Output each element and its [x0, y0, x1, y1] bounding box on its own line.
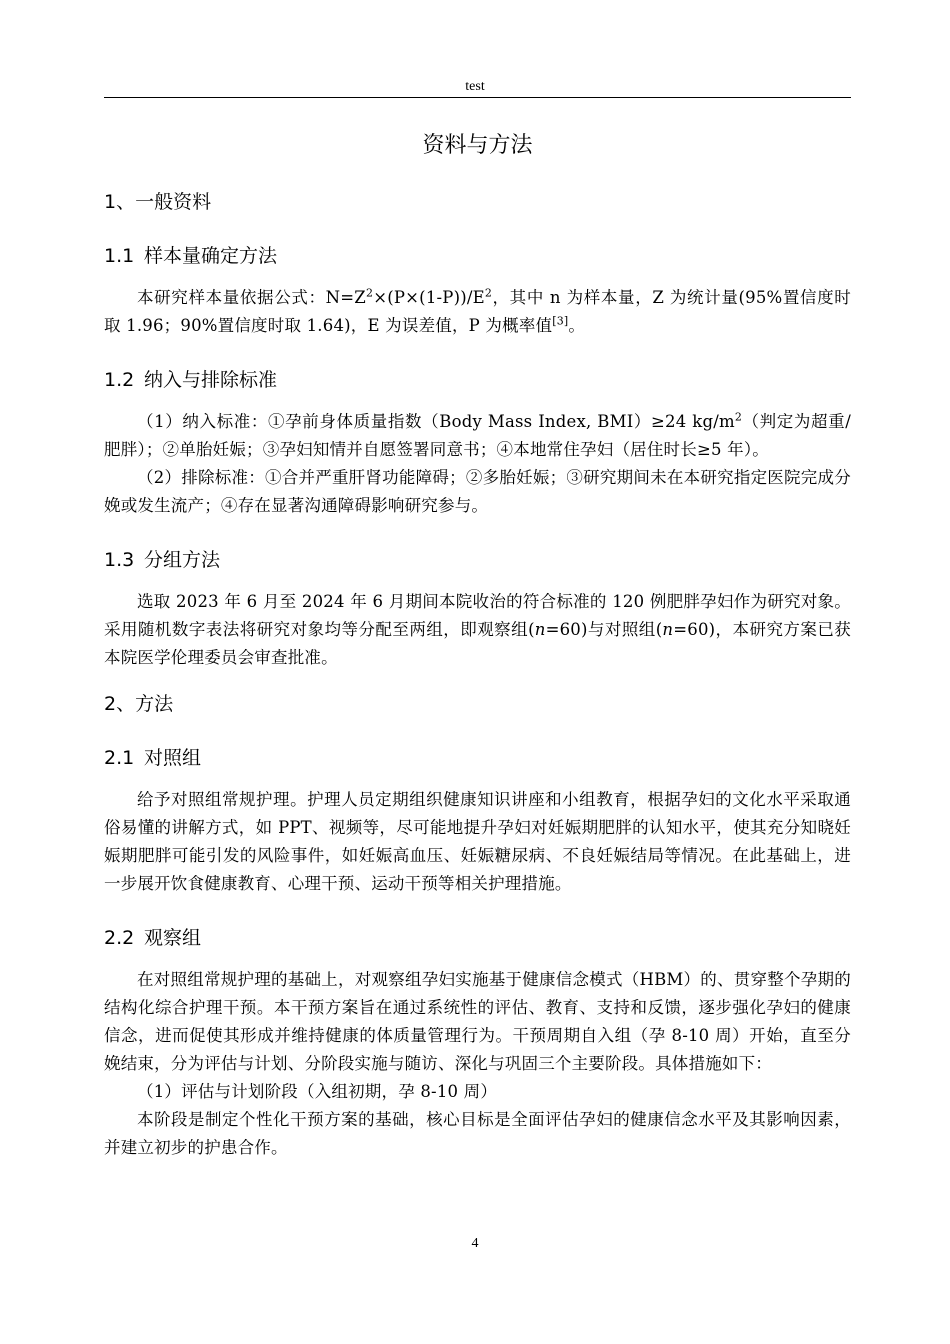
paragraph-exclusion: （2）排除标准：①合并严重肝肾功能障碍；②多胎妊娠；③研究期间未在本研究指定医院完成分娩或发生流产；④存在显著沟通障碍影响研究参与。	[104, 468, 851, 515]
paragraph-observation-group: 在对照组常规护理的基础上，对观察组孕妇实施基于健康信念模式（HBM）的、贯穿整个孕期的结构化综合护理干预。本干预方案旨在通过系统性的评估、教育、支持和反馈，逐步强化孕妇的健康信念，进而促使其形成并维持健康的体质量管理行为。干预周期自入组（孕 8-10 周）开始，直至分娩结束，分为评估与计划、分阶段实施与随访、深化与巩固三个主要阶段。具体措施如下：	[104, 970, 851, 1073]
text-run: =60)与对照组(	[545, 620, 663, 639]
heading-text: 纳入与排除标准	[144, 369, 278, 391]
text-run: ×(P×(1-P))/E	[373, 288, 485, 307]
text-run: 本研究样本量依据公式：N=Z	[137, 288, 366, 307]
heading-grouping	[104, 546, 851, 574]
text-run: （判定为超重/肥胖）；②单胎妊娠；③孕妇知情并自愿签署同意书；④本地常住孕妇（居住时长≥5 年）。	[104, 412, 851, 459]
citation-ref: [3]	[552, 314, 569, 328]
heading-text: 观察组	[144, 927, 202, 949]
paragraph-inclusion	[104, 408, 851, 464]
paragraph-assessment-phase-title: （1）评估与计划阶段（入组初期，孕 8-10 周）	[137, 1082, 498, 1101]
superscript: 2	[365, 286, 374, 300]
paragraph-sample-size	[104, 284, 851, 340]
heading-text: 分组方法	[144, 549, 221, 571]
heading-text: 对照组	[144, 747, 202, 769]
text-run: （1）纳入标准：①孕前身体质量指数（Body Mass Index, BMI）≥24 kg/m	[137, 412, 735, 431]
heading-text: 样本量确定方法	[144, 245, 278, 267]
text-run: =60)，本研究方案已获本院医学伦理委员会审查批准。	[104, 620, 852, 667]
page-number: 4	[471, 1236, 479, 1251]
paragraph-grouping	[104, 588, 851, 672]
heading-general-info: 1、一般资料	[104, 191, 212, 213]
heading-number: 1.3	[104, 549, 135, 571]
paragraph-control-group: 给予对照组常规护理。护理人员定期组织健康知识讲座和小组教育，根据孕妇的文化水平采取通俗易懂的讲解方式，如 PPT、视频等，尽可能地提升孕妇对妊娠期肥胖的认知水平，使其充分知晓妊娠期肥胖可能引发的风险事件，如妊娠高血压、妊娠糖尿病、不良妊娠结局等情况。在此基础上，进一步展开饮食健康教育、心理干预、运动干预等相关护理措施。	[104, 790, 851, 893]
paragraph-assessment-phase: 本阶段是制定个性化干预方案的基础，核心目标是全面评估孕妇的健康信念水平及其影响因素，并建立初步的护患合作。	[104, 1110, 851, 1157]
heading-number: 2.2	[104, 927, 135, 949]
superscript: 2	[734, 410, 743, 424]
heading-sample-size	[104, 242, 851, 270]
italic-n: n	[534, 620, 546, 639]
superscript: 2	[484, 286, 493, 300]
italic-n: n	[662, 620, 674, 639]
heading-number: 1.2	[104, 369, 135, 391]
page-title: 资料与方法	[422, 133, 533, 158]
heading-control-group	[104, 744, 851, 772]
document-body	[104, 120, 851, 1162]
heading-number: 1.1	[104, 245, 135, 267]
text-run: 选取 2023 年 6 月至 2024 年 6 月期间本院收治的符合标准的 120 例肥胖孕妇作为研究对象。采用随机数字表法将研究对象均等分配至两组，即观察组(	[104, 592, 851, 639]
heading-observation-group	[104, 924, 851, 952]
heading-methods: 2、方法	[104, 693, 174, 715]
heading-number: 2.1	[104, 747, 135, 769]
header-rule	[104, 97, 851, 98]
running-header: test	[465, 79, 485, 94]
heading-criteria	[104, 366, 851, 394]
text-run: 。	[568, 316, 586, 335]
text-run: ，其中 n 为样本量，Z 为统计量(95%置信度时取 1.96；90%置信度时取 1.64)，E 为误差值，P 为概率值	[104, 288, 852, 335]
